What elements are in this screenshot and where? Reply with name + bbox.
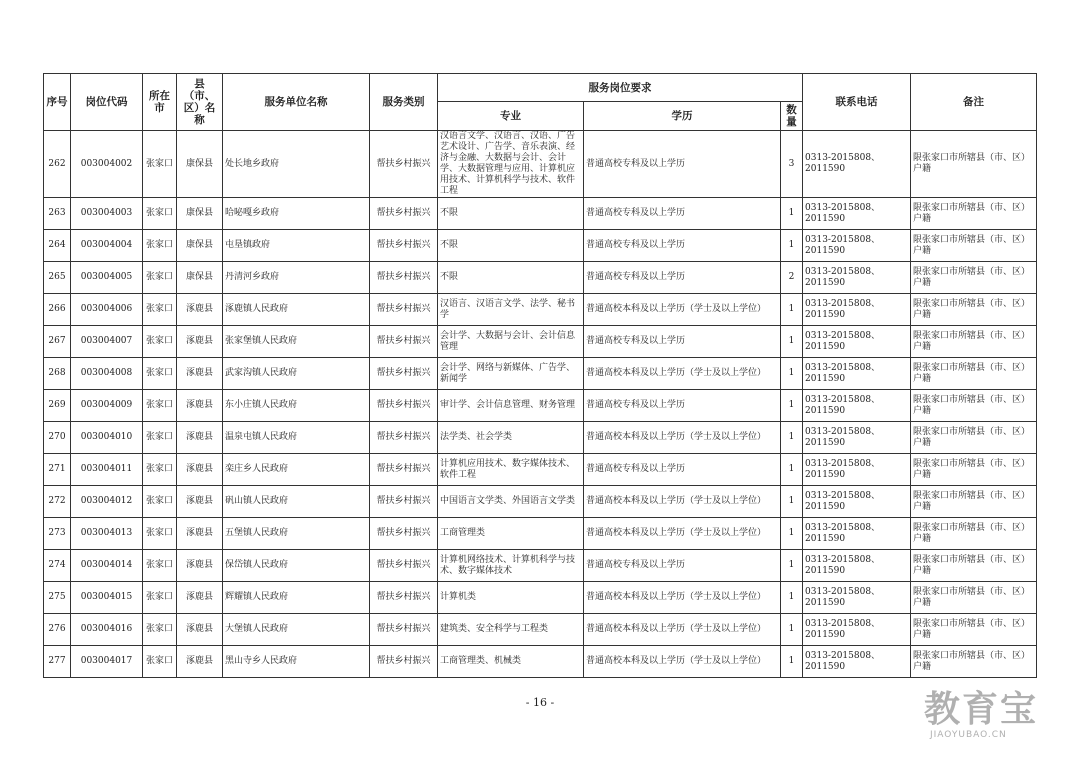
cell-county: 康保县 (177, 198, 223, 230)
cell-seq: 265 (44, 262, 71, 294)
recruitment-table (43, 73, 1037, 678)
cell-edu: 普通高校专科及以上学历 (584, 326, 781, 358)
cell-type: 帮扶乡村振兴 (370, 454, 438, 486)
table-row (44, 198, 1037, 230)
cell-major: 会计学、大数据与会计、会计信息管理 (438, 326, 584, 358)
cell-county: 涿鹿县 (177, 550, 223, 582)
cell-note: 限张家口市所辖县（市、区）户籍 (911, 390, 1037, 422)
cell-edu: 普通高校本科及以上学历（学士及以上学位） (584, 358, 781, 390)
cell-note: 限张家口市所辖县（市、区）户籍 (911, 518, 1037, 550)
cell-count: 1 (781, 518, 803, 550)
cell-unit: 五堡镇人民政府 (223, 518, 370, 550)
cell-code: 003004002 (71, 131, 143, 198)
watermark-logo (924, 690, 1064, 750)
cell-code: 003004014 (71, 550, 143, 582)
cell-type: 帮扶乡村振兴 (370, 614, 438, 646)
cell-count: 1 (781, 422, 803, 454)
cell-major: 工商管理类、机械类 (438, 646, 584, 678)
cell-county: 涿鹿县 (177, 454, 223, 486)
cell-note: 限张家口市所辖县（市、区）户籍 (911, 358, 1037, 390)
cell-phone: 0313-2015808、2011590 (803, 230, 911, 262)
table-row (44, 422, 1037, 454)
table-row (44, 518, 1037, 550)
cell-type: 帮扶乡村振兴 (370, 582, 438, 614)
cell-major: 法学类、社会学类 (438, 422, 584, 454)
cell-count: 1 (781, 198, 803, 230)
header-unit: 服务单位名称 (223, 74, 370, 131)
cell-type: 帮扶乡村振兴 (370, 390, 438, 422)
cell-unit: 张家堡镇人民政府 (223, 326, 370, 358)
cell-count: 1 (781, 390, 803, 422)
cell-phone: 0313-2015808、2011590 (803, 646, 911, 678)
cell-note: 限张家口市所辖县（市、区）户籍 (911, 131, 1037, 198)
watermark-text: 教育宝 (924, 689, 1039, 730)
cell-phone: 0313-2015808、2011590 (803, 550, 911, 582)
table-row (44, 454, 1037, 486)
cell-seq: 271 (44, 454, 71, 486)
cell-edu: 普通高校本科及以上学历（学士及以上学位） (584, 614, 781, 646)
cell-edu: 普通高校专科及以上学历 (584, 390, 781, 422)
cell-county: 涿鹿县 (177, 326, 223, 358)
table-row (44, 390, 1037, 422)
cell-major: 中国语言文学类、外国语言文学类 (438, 486, 584, 518)
header-edu: 学历 (584, 102, 781, 131)
cell-unit: 辉耀镇人民政府 (223, 582, 370, 614)
table-row (44, 294, 1037, 326)
cell-code: 003004017 (71, 646, 143, 678)
watermark-url: JIAOYUBAO.CN (930, 730, 1007, 740)
cell-county: 涿鹿县 (177, 518, 223, 550)
cell-seq: 277 (44, 646, 71, 678)
cell-city: 张家口 (143, 390, 177, 422)
cell-major: 不限 (438, 262, 584, 294)
cell-note: 限张家口市所辖县（市、区）户籍 (911, 294, 1037, 326)
cell-major: 审计学、会计信息管理、财务管理 (438, 390, 584, 422)
cell-type: 帮扶乡村振兴 (370, 550, 438, 582)
cell-edu: 普通高校专科及以上学历 (584, 230, 781, 262)
cell-code: 003004015 (71, 582, 143, 614)
header-count: 数量 (781, 102, 803, 131)
cell-note: 限张家口市所辖县（市、区）户籍 (911, 582, 1037, 614)
table-row (44, 486, 1037, 518)
cell-phone: 0313-2015808、2011590 (803, 326, 911, 358)
cell-code: 003004006 (71, 294, 143, 326)
cell-type: 帮扶乡村振兴 (370, 422, 438, 454)
cell-city: 张家口 (143, 518, 177, 550)
cell-phone: 0313-2015808、2011590 (803, 198, 911, 230)
cell-unit: 涿鹿镇人民政府 (223, 294, 370, 326)
cell-edu: 普通高校本科及以上学历（学士及以上学位） (584, 486, 781, 518)
header-requirements: 服务岗位要求 (438, 74, 803, 102)
cell-city: 张家口 (143, 550, 177, 582)
cell-note: 限张家口市所辖县（市、区）户籍 (911, 262, 1037, 294)
cell-phone: 0313-2015808、2011590 (803, 582, 911, 614)
cell-phone: 0313-2015808、2011590 (803, 422, 911, 454)
cell-type: 帮扶乡村振兴 (370, 294, 438, 326)
cell-type: 帮扶乡村振兴 (370, 518, 438, 550)
header-major: 专业 (438, 102, 584, 131)
table-row (44, 358, 1037, 390)
cell-unit: 东小庄镇人民政府 (223, 390, 370, 422)
cell-city: 张家口 (143, 198, 177, 230)
cell-edu: 普通高校本科及以上学历（学士及以上学位） (584, 646, 781, 678)
cell-unit: 保岱镇人民政府 (223, 550, 370, 582)
cell-note: 限张家口市所辖县（市、区）户籍 (911, 422, 1037, 454)
cell-city: 张家口 (143, 646, 177, 678)
cell-unit: 大堡镇人民政府 (223, 614, 370, 646)
cell-type: 帮扶乡村振兴 (370, 486, 438, 518)
cell-city: 张家口 (143, 358, 177, 390)
cell-county: 康保县 (177, 131, 223, 198)
cell-phone: 0313-2015808、2011590 (803, 486, 911, 518)
cell-county: 涿鹿县 (177, 422, 223, 454)
cell-unit: 处长地乡政府 (223, 131, 370, 198)
cell-code: 003004010 (71, 422, 143, 454)
cell-code: 003004013 (71, 518, 143, 550)
table-row (44, 550, 1037, 582)
cell-city: 张家口 (143, 614, 177, 646)
cell-unit: 屯垦镇政府 (223, 230, 370, 262)
cell-phone: 0313-2015808、2011590 (803, 614, 911, 646)
cell-count: 1 (781, 646, 803, 678)
cell-phone: 0313-2015808、2011590 (803, 518, 911, 550)
cell-edu: 普通高校本科及以上学历（学士及以上学位） (584, 422, 781, 454)
page-number: - 16 - (525, 696, 555, 709)
cell-seq: 264 (44, 230, 71, 262)
cell-note: 限张家口市所辖县（市、区）户籍 (911, 230, 1037, 262)
cell-code: 003004007 (71, 326, 143, 358)
cell-count: 3 (781, 131, 803, 198)
cell-phone: 0313-2015808、2011590 (803, 390, 911, 422)
cell-unit: 温泉屯镇人民政府 (223, 422, 370, 454)
table-row (44, 582, 1037, 614)
table-row (44, 230, 1037, 262)
cell-city: 张家口 (143, 582, 177, 614)
cell-type: 帮扶乡村振兴 (370, 646, 438, 678)
cell-count: 1 (781, 486, 803, 518)
cell-county: 涿鹿县 (177, 582, 223, 614)
cell-edu: 普通高校专科及以上学历 (584, 131, 781, 198)
cell-count: 1 (781, 550, 803, 582)
cell-unit: 丹清河乡政府 (223, 262, 370, 294)
cell-code: 003004012 (71, 486, 143, 518)
header-type: 服务类别 (370, 74, 438, 131)
cell-count: 1 (781, 230, 803, 262)
cell-seq: 274 (44, 550, 71, 582)
cell-edu: 普通高校本科及以上学历（学士及以上学位） (584, 518, 781, 550)
cell-count: 1 (781, 582, 803, 614)
cell-count: 1 (781, 358, 803, 390)
cell-seq: 275 (44, 582, 71, 614)
header-note: 备注 (911, 74, 1037, 131)
cell-type: 帮扶乡村振兴 (370, 262, 438, 294)
cell-seq: 263 (44, 198, 71, 230)
table-body (44, 131, 1037, 678)
cell-phone: 0313-2015808、2011590 (803, 454, 911, 486)
cell-code: 003004009 (71, 390, 143, 422)
cell-count: 1 (781, 294, 803, 326)
table-header (44, 74, 1037, 131)
cell-major: 汉语言文学、汉语言、汉语、广告艺术设计、广告学、音乐表演、经济与金融、大数据与会计、会计学、大数据管理与应用、计算机应用技术、计算机科学与技术、软件工程 (438, 131, 584, 198)
cell-seq: 268 (44, 358, 71, 390)
cell-county: 康保县 (177, 262, 223, 294)
cell-city: 张家口 (143, 294, 177, 326)
cell-note: 限张家口市所辖县（市、区）户籍 (911, 614, 1037, 646)
cell-phone: 0313-2015808、2011590 (803, 358, 911, 390)
cell-unit: 武家沟镇人民政府 (223, 358, 370, 390)
cell-seq: 262 (44, 131, 71, 198)
cell-phone: 0313-2015808、2011590 (803, 294, 911, 326)
cell-seq: 266 (44, 294, 71, 326)
cell-major: 不限 (438, 230, 584, 262)
header-county: 县（市、区）名称 (177, 74, 223, 131)
cell-seq: 269 (44, 390, 71, 422)
table-row (44, 326, 1037, 358)
cell-seq: 273 (44, 518, 71, 550)
table-row (44, 262, 1037, 294)
cell-major: 会计学、网络与新媒体、广告学、新闻学 (438, 358, 584, 390)
header-phone: 联系电话 (803, 74, 911, 131)
cell-county: 涿鹿县 (177, 646, 223, 678)
cell-edu: 普通高校本科及以上学历（学士及以上学位） (584, 582, 781, 614)
cell-unit: 矾山镇人民政府 (223, 486, 370, 518)
cell-code: 003004003 (71, 198, 143, 230)
cell-code: 003004011 (71, 454, 143, 486)
cell-type: 帮扶乡村振兴 (370, 131, 438, 198)
cell-county: 涿鹿县 (177, 614, 223, 646)
cell-county: 康保县 (177, 230, 223, 262)
cell-seq: 276 (44, 614, 71, 646)
table-row (44, 614, 1037, 646)
table-row (44, 131, 1037, 198)
cell-count: 1 (781, 614, 803, 646)
cell-code: 003004016 (71, 614, 143, 646)
cell-note: 限张家口市所辖县（市、区）户籍 (911, 646, 1037, 678)
cell-phone: 0313-2015808、2011590 (803, 131, 911, 198)
cell-unit: 栾庄乡人民政府 (223, 454, 370, 486)
cell-code: 003004005 (71, 262, 143, 294)
cell-major: 计算机网络技术、计算机科学与技术、数字媒体技术 (438, 550, 584, 582)
header-city: 所在市 (143, 74, 177, 131)
cell-county: 涿鹿县 (177, 294, 223, 326)
cell-city: 张家口 (143, 422, 177, 454)
cell-seq: 272 (44, 486, 71, 518)
cell-code: 003004004 (71, 230, 143, 262)
cell-major: 不限 (438, 198, 584, 230)
cell-count: 1 (781, 454, 803, 486)
cell-note: 限张家口市所辖县（市、区）户籍 (911, 550, 1037, 582)
cell-city: 张家口 (143, 326, 177, 358)
cell-major: 计算机类 (438, 582, 584, 614)
cell-phone: 0313-2015808、2011590 (803, 262, 911, 294)
cell-seq: 270 (44, 422, 71, 454)
table-row (44, 646, 1037, 678)
cell-city: 张家口 (143, 486, 177, 518)
cell-note: 限张家口市所辖县（市、区）户籍 (911, 326, 1037, 358)
cell-city: 张家口 (143, 262, 177, 294)
cell-note: 限张家口市所辖县（市、区）户籍 (911, 198, 1037, 230)
cell-edu: 普通高校专科及以上学历 (584, 198, 781, 230)
cell-type: 帮扶乡村振兴 (370, 358, 438, 390)
cell-major: 计算机应用技术、数字媒体技术、软件工程 (438, 454, 584, 486)
cell-edu: 普通高校专科及以上学历 (584, 262, 781, 294)
cell-count: 1 (781, 326, 803, 358)
cell-major: 建筑类、安全科学与工程类 (438, 614, 584, 646)
cell-city: 张家口 (143, 131, 177, 198)
cell-unit: 哈咇嘎乡政府 (223, 198, 370, 230)
cell-note: 限张家口市所辖县（市、区）户籍 (911, 486, 1037, 518)
cell-major: 工商管理类 (438, 518, 584, 550)
cell-edu: 普通高校专科及以上学历 (584, 550, 781, 582)
cell-city: 张家口 (143, 454, 177, 486)
cell-county: 涿鹿县 (177, 390, 223, 422)
cell-count: 2 (781, 262, 803, 294)
cell-type: 帮扶乡村振兴 (370, 230, 438, 262)
header-seq: 序号 (44, 74, 71, 131)
cell-code: 003004008 (71, 358, 143, 390)
cell-type: 帮扶乡村振兴 (370, 198, 438, 230)
cell-major: 汉语言、汉语言文学、法学、秘书学 (438, 294, 584, 326)
cell-county: 涿鹿县 (177, 358, 223, 390)
cell-county: 涿鹿县 (177, 486, 223, 518)
cell-type: 帮扶乡村振兴 (370, 326, 438, 358)
cell-edu: 普通高校本科及以上学历（学士及以上学位） (584, 294, 781, 326)
cell-note: 限张家口市所辖县（市、区）户籍 (911, 454, 1037, 486)
cell-seq: 267 (44, 326, 71, 358)
header-code: 岗位代码 (71, 74, 143, 131)
cell-edu: 普通高校专科及以上学历 (584, 454, 781, 486)
cell-unit: 黑山寺乡人民政府 (223, 646, 370, 678)
cell-city: 张家口 (143, 230, 177, 262)
